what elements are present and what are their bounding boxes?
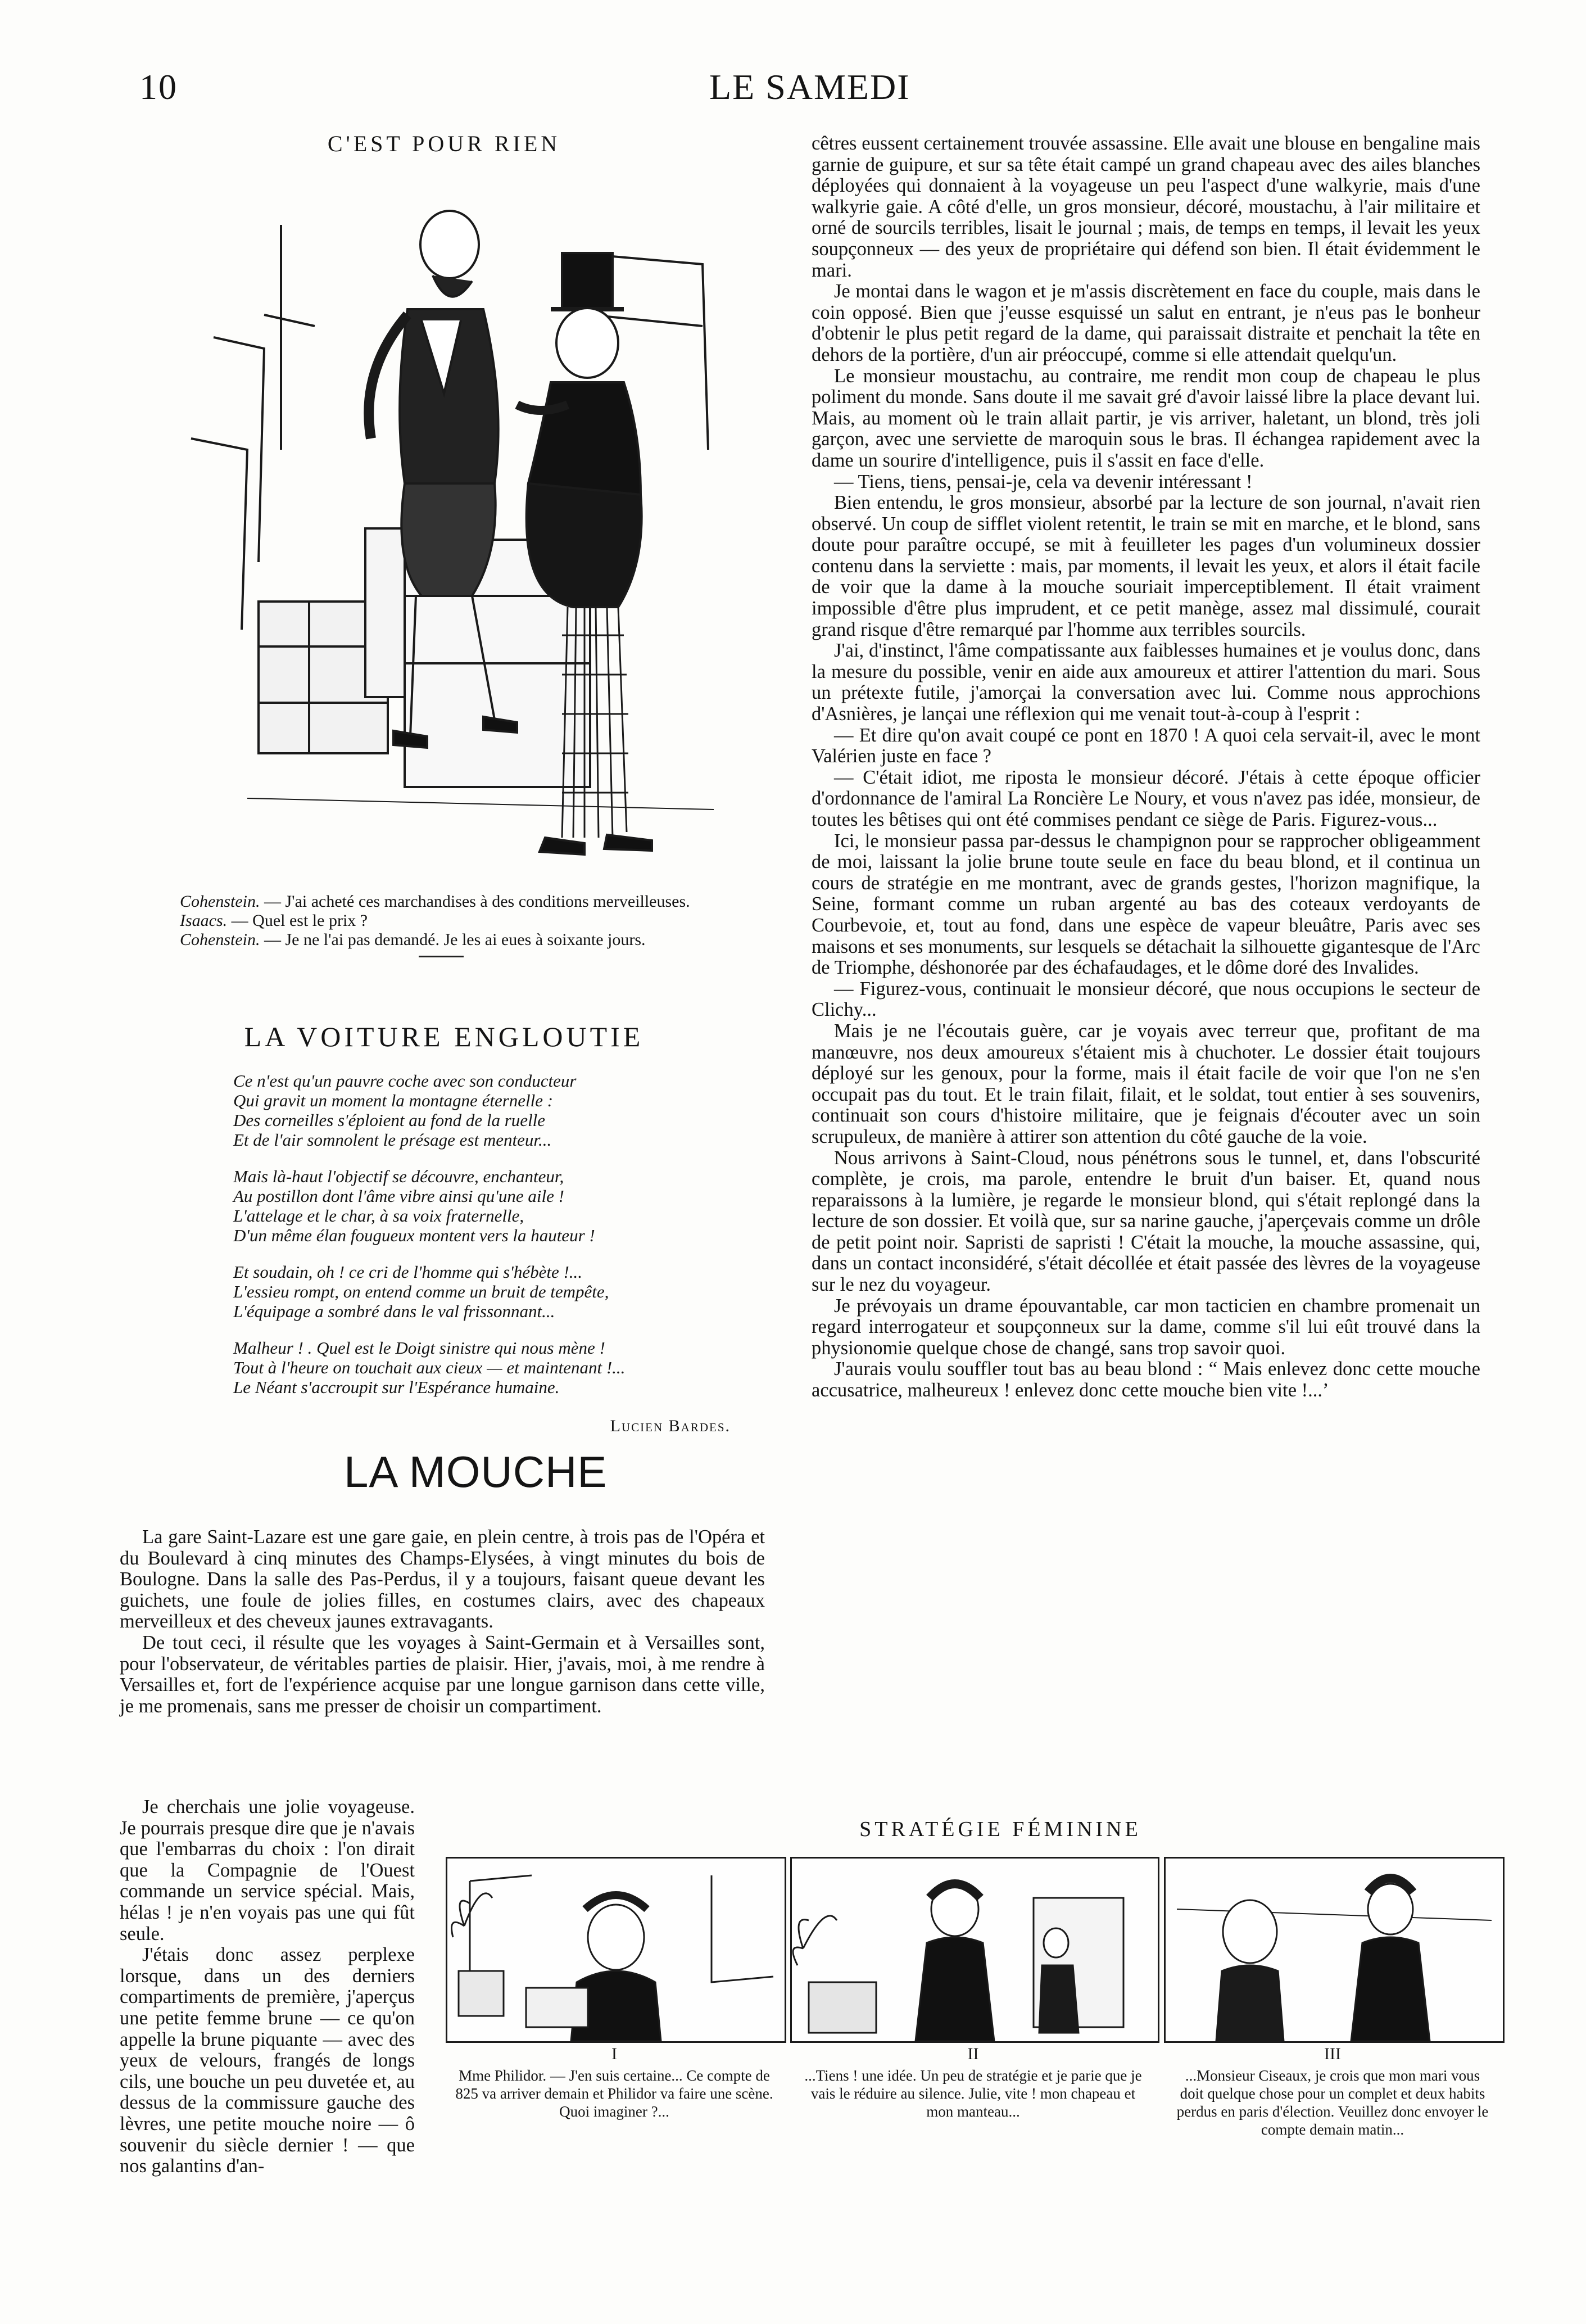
strip-panel-3-numeral: III [1324,2045,1341,2063]
article-paragraph: — C'était idiot, me riposta le monsieur décoré. J'étais à cette époque officier d'ordonnance de l'amiral La Roncière Le Noury, et vous n'avez pas idée, monsieur, de toutes les bêtises qui ont été commises pendant ce siège de Paris. Figurez-vous... [812,766,1480,830]
divider [419,956,464,957]
article-paragraph: Ici, le monsieur passa par-dessus le champignon pour se rapprocher obligeamment de moi, laissant la jolie brune toute seule en face du beau blond, et il continua un cours de stratégie en me montrant, avec de grands gestes, l'horizon magnifique, la Seine, formant comme un ruban argenté au bas des coteaux verdoyants de Courbevoie, et, tout au fond, dans une espèce de vapeur bleuâtre, Paris avec ses maisons et ses monuments, sur lesquels se détachait la silhouette gigantesque de l'Arc de Triomphe, déshonorée par des échafaudages, et le dôme doré des Invalides. [812,830,1480,979]
cartoon-title: C'EST POUR RIEN [327,131,561,156]
cartoon-caption [180,892,770,950]
strip-panel-2-numeral: II [967,2045,979,2063]
article-paragraph: De tout ceci, il résulte que les voyages à Saint-Germain et à Versailles sont, pour l'observateur, de véritables parties de plaisir. Hier, j'avais, moi, à me rendre à Versailles et, fort de l'expérience acquise par une longue garnison dans cette ville, je me promenais, sans me presser de choisir un compartiment. [120,1631,765,1717]
article-paragraph: Bien entendu, le gros monsieur, absorbé par la lecture de son journal, n'avait rien observé. Un coup de sifflet violent retentit, le train se mit en marche, et le blond, sans doute pour paraître occupé, se mit à feuilleter les pages d'un volumineux dossier contenu dans la serviette : mais, par moments, il levait les yeux, et alors il était facile de voir que la dame à la mouche souriait imperceptiblement. Il était vraiment impossible d'être plus imprudent, et ce petit manège, assez mal dissimulé, courait grand risque d'être remarqué par l'homme aux terribles sourcils. [812,492,1480,640]
cartoon-illustration [180,169,742,883]
article-paragraph: J'ai, d'instinct, l'âme compatissante aux faiblesses humaines et je voulus donc, dans la mesure du possible, venir en aide aux amoureux et attirer l'attention du mari. Sous un prétexte futile, j'amorçai la conversation avec lui. Comme nous approchions d'Asnières, je lançai une réflexion qui me venait tout-à-coup à l'esprit : [812,640,1480,725]
strip-panel-3 [1164,1857,1505,2043]
caption-line: Cohenstein. — Je ne l'ai pas demandé. Je les ai eues à soixante jours. [180,930,646,949]
article-paragraph: J'aurais voulu souffler tout bas au beau blond : “ Mais enlevez donc cette mouche accusatrice, malheureux ! enlevez donc cette mouche bien vite !...’ [812,1358,1480,1401]
article-right-column [812,133,1480,1401]
article-paragraph: Mais je ne l'écoutais guère, car je voyais avec terreur que, profitant de ma manœuvre, nos deux amoureux s'étaient mis à chuchoter. Le dossier était toujours déployé sur les genoux, pour la forme, mais il était facile de voir que l'on ne s'en occupait pas du tout. Et le train filait, filait, et le soldat, tout entier à ses souvenirs, continuait son cours d'histoire militaire, que je feignais d'écouter avec un soin scrupuleux, de manière à attirer son attention du côté gauche de la voie. [812,1020,1480,1147]
article-left-narrow [120,1797,415,2177]
poem-body [233,1071,722,1414]
poem-author: Lucien Bardes. [610,1417,731,1435]
strip-panel-2 [790,1857,1159,2043]
strip-panel-3-caption: ...Monsieur Ciseaux, je crois que mon mari vous doit quelque chose pour un complet et deux habits perdus en paris d'élection. Veuillez donc envoyer le compte demain matin... [1176,2067,1489,2138]
poem-stanza: Malheur ! . Quel est le Doigt sinistre qui nous mène ! Tout à l'heure on touchait aux cieux — et maintenant !... Le Néant s'accroupit sur l'Espérance humaine. [233,1338,626,1397]
caption-line: Cohenstein. — J'ai acheté ces marchandises à des conditions merveilleuses. [180,892,690,911]
article-paragraph: Le monsieur moustachu, au contraire, me rendit mon coup de chapeau le plus poliment du monde. Sans doute il me savait gré d'avoir laissé libre la place devant lui. Mais, au moment où le train allait partir, je vis arriver, haletant, un blond, très joli garçon, avec une serviette de maroquin sous le bras. Il échangea rapidement avec la dame un sourire d'intelligence, puis il s'assit en face d'elle. [812,365,1480,471]
poem-stanza: Et soudain, oh ! ce cri de l'homme qui s'hébète !... L'essieu rompt, on entend comme un bruit de tempête, L'équipage a sombré dans le val frissonnant... [233,1262,609,1321]
article-paragraph: Je cherchais une jolie voyageuse. Je pourrais presque dire que je n'avais que l'embarras du choix : l'on dirait que la Compagnie de l'Ouest commande un service spécial. Mais, hélas ! je n'en voyais pas une qui fût seule. [120,1796,415,1945]
strip-title: STRATÉGIE FÉMININE [859,1817,1141,1841]
page-number: 10 [139,67,178,107]
article-paragraph: J'étais donc assez perplexe lorsque, dans un des derniers compartiments de première, j'aperçus une petite femme brune — ce qu'on appelle la brune piquante — avec des yeux de velours, frangés de longs cils, une bouche un peu duvetée et, au dessus de la commissure gauche des lèvres, une petite mouche noire — ô souvenir du siècle dernier ! — que nos galantins d'an- [120,1944,415,2177]
strip-panel-1-numeral: I [611,2045,617,2063]
article-left-top [120,1527,765,1717]
poem-stanza: Mais là-haut l'objectif se découvre, enchanteur, Au postillon dont l'âme vibre ainsi qu'une aile ! L'attelage et le char, à sa voix fraternelle, D'un même élan fougueux montent vers la hauteur ! [233,1166,595,1245]
poem-title: LA VOITURE ENGLOUTIE [244,1021,644,1052]
article-paragraph: Je montai dans le wagon et je m'assis discrètement en face du couple, mais dans le coin opposé. Bien que j'eusse esquissé un salut en entrant, je n'eus pas le bonheur d'obtenir le plus petit regard de la dame, qui paraissait distraite et penchait la tête en dehors de la portière, d'un air préoccupé, comme si elle attendait quelqu'un. [812,281,1480,365]
article-title: LA MOUCHE [344,1447,608,1496]
poem-stanza: Ce n'est qu'un pauvre coche avec son conducteur Qui gravit un moment la montagne éternelle : Des corneilles s'éploient au fond de la ruelle Et de l'air somnolent le présage est menteur... [233,1071,577,1150]
article-paragraph: — Figurez-vous, continuait le monsieur décoré, que nous occupions le secteur de Clichy... [812,978,1480,1021]
magazine-title: LE SAMEDI [709,67,910,107]
strip-panel-1-caption: Mme Philidor. — J'en suis certaine... Ce compte de 825 va arriver demain et Philidor va faire une scène. Quoi imaginer ?... [455,2067,773,2120]
article-paragraph: Nous arrivons à Saint-Cloud, nous pénétrons sous le tunnel, et, dans l'obscurité complète, je crois, ma parole, entendre le bruit d'un baiser. Et, quand nous reparaissons à la lumière, je regarde le monsieur blond, qui s'était replongé dans la lecture de son dossier. Et voilà que, sur sa narine gauche, j'aperçevais comme un drôle de petit point noir. Sapristi de sapristi ! C'était la mouche, la mouche assassine, qui, dans un contact inconsidéré, s'était décollée et était passée des lèvres de la voyageuse sur le nez du voyageur. [812,1147,1480,1296]
strip-panel-1 [446,1857,786,2043]
article-paragraph: — Et dire qu'on avait coupé ce pont en 1870 ! A quoi cela servait-il, avec le mont Valérien juste en face ? [812,724,1480,767]
article-paragraph: — Tiens, tiens, pensai-je, cela va devenir intéressant ! [834,471,1253,492]
article-paragraph: Je prévoyais un drame épouvantable, car mon tacticien en chambre promenait un regard interrogateur et soupçonneux sur la dame, comme s'il lui eût trouvé dans la physionomie quelque chose de changé, sans trop savoir quoi. [812,1295,1480,1359]
caption-line: Isaacs. — Quel est le prix ? [180,911,368,930]
article-paragraph: La gare Saint-Lazare est une gare gaie, en plein centre, à trois pas de l'Opéra et du Boulevard à cinq minutes des Champs-Elysées, à vingt minutes du bois de Boulogne. Dans la salle des Pas-Perdus, il y a toujours, faisant queue devant les guichets, une foule de jolies filles, en costumes clairs, avec des chapeaux merveilleux et des cheveux jaunes extravagants. [120,1526,765,1633]
article-paragraph: cêtres eussent certainement trouvée assassine. Elle avait une blouse en bengaline mais garnie de guipure, et sur sa tête était campé un grand chapeau avec des ailes blanches déployées qui donnaient à la voyageuse un peu l'aspect d'une walkyrie, mais d'une walkyrie gaie. A côté d'elle, un gros monsieur, décoré, moustachu, à l'air militaire et orné de sourcils terribles, lisait le journal ; mais, de temps en temps, il levait les yeux soupçonneux — des yeux de propriétaire qui défend son bien. Il était évidemment le mari. [812,133,1480,281]
strip-panel-2-caption: ...Tiens ! une idée. Un peu de stratégie et je parie que je vais le réduire au silence. Julie, vite ! mon chapeau et mon manteau... [804,2067,1142,2120]
